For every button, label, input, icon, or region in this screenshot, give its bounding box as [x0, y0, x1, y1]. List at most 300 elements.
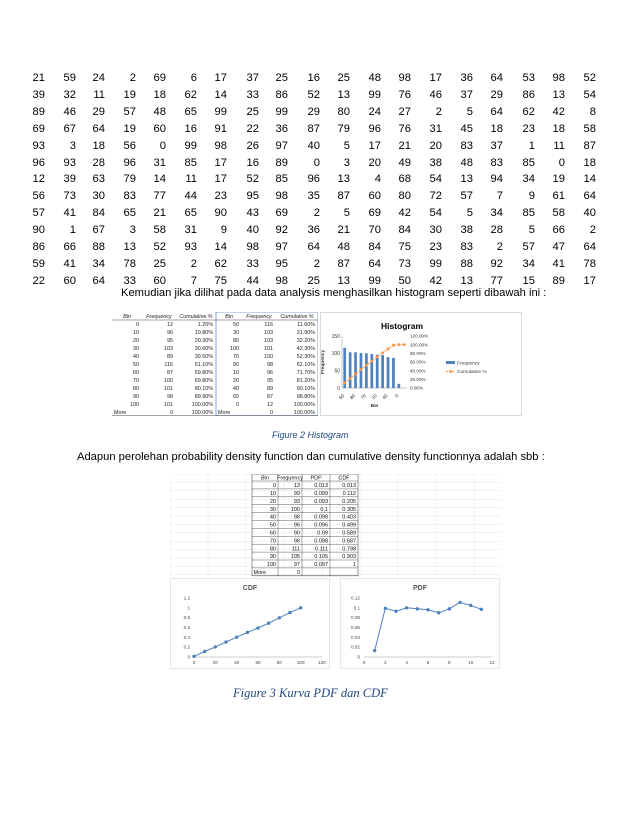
grid-cell: 96: [32, 156, 45, 169]
grid-cell: 17: [583, 274, 596, 287]
grid-cell: 2: [589, 224, 596, 237]
table-cell: 105: [290, 554, 300, 561]
grid-cell: 98: [398, 72, 411, 84]
grid-cell: 39: [63, 173, 76, 186]
grid-cell: 33: [246, 257, 259, 270]
grid-row: [0, 138, 638, 155]
table-cell: 70: [269, 538, 276, 545]
y-tick-label: 0.08: [351, 615, 360, 621]
y-tick-label: 0: [357, 654, 360, 660]
grid-row: [0, 188, 638, 205]
grid-cell: 18: [153, 88, 166, 101]
grid-cell: 41: [63, 207, 76, 220]
series-point: [278, 616, 281, 619]
table-cell: 90: [269, 554, 276, 561]
grid-cell: 43: [246, 207, 259, 220]
table-cell: 60: [269, 530, 276, 537]
grid-cell: 25: [337, 72, 350, 84]
grid-cell: 57: [32, 207, 45, 220]
grid-cell: 69: [275, 207, 288, 220]
grid-cell: 57: [522, 241, 535, 253]
grid-cell: 58: [583, 122, 596, 135]
grid-cell: 48: [460, 156, 473, 169]
grid-cell: 25: [307, 274, 320, 287]
grid-cell: 50: [398, 274, 411, 287]
figure-2-caption: Figure 2 Histogram: [272, 430, 349, 440]
grid-cell: 3: [69, 139, 76, 152]
cumulative-point: [360, 368, 363, 371]
grid-cell: 92: [490, 257, 503, 270]
table-cell: 0.098: [314, 514, 328, 521]
grid-row: [0, 104, 638, 121]
y-tick-label: 0.04: [351, 634, 360, 640]
table-cell: 101: [264, 346, 273, 352]
grid-cell: 48: [368, 72, 381, 84]
grid-cell: 2: [129, 72, 136, 84]
table-cell: 89.90%: [194, 394, 213, 400]
grid-cell: 19: [123, 88, 136, 101]
grid-cell: 3: [129, 224, 136, 237]
grid-cell: 96: [307, 173, 320, 186]
series-point: [426, 608, 429, 611]
table-cell: 30: [233, 330, 239, 336]
y-tick-label: 0.4: [183, 634, 190, 640]
table-cell: More: [218, 410, 231, 416]
grid-cell: 25: [246, 105, 259, 118]
grid-cell: 31: [184, 224, 197, 237]
table-cell: 12: [167, 322, 173, 328]
grid-cell: 27: [398, 105, 411, 118]
table-cell: 103: [264, 330, 273, 336]
grid-cell: 46: [63, 105, 76, 118]
table-cell: 96: [293, 522, 300, 529]
grid-cell: 73: [398, 257, 411, 270]
table-cell: 0.098: [314, 538, 328, 545]
grid-cell: 16: [184, 122, 197, 135]
grid-cell: 59: [63, 72, 76, 84]
grid-cell: 25: [153, 257, 166, 270]
grid-cell: 1: [528, 139, 535, 152]
x-tick-label: 100: [296, 660, 305, 665]
grid-cell: 60: [368, 190, 381, 203]
y2-tick-label: 40.00%: [410, 368, 426, 374]
grid-cell: 79: [337, 122, 350, 135]
x-tick-label: 2: [384, 660, 387, 665]
grid-cell: 15: [522, 274, 535, 287]
table-cell: 100: [164, 378, 173, 384]
table-header: Frequency: [146, 314, 172, 321]
x-tick-label: 0: [362, 660, 366, 665]
x-tick-label: 50: [338, 393, 347, 402]
figure-histogram: [112, 312, 522, 416]
grid-cell: 98: [275, 190, 288, 203]
series-point: [214, 645, 217, 648]
grid-cell: 47: [552, 241, 565, 253]
grid-cell: 52: [583, 72, 596, 84]
y2-tick-label: 20.00%: [410, 376, 426, 382]
grid-cell: 42: [429, 274, 442, 287]
table-cell: 0: [272, 483, 276, 490]
table-cell: 100.00%: [293, 410, 315, 416]
y-tick-label: 1.2: [183, 595, 190, 601]
table-cell: 20.30%: [194, 338, 213, 344]
chart-title: CDF: [242, 585, 258, 592]
grid-cell: 4: [374, 173, 381, 186]
grid-cell: 94: [490, 173, 503, 186]
grid-cell: 5: [466, 207, 473, 220]
histogram-table: [112, 312, 318, 416]
table-cell: 100: [264, 354, 273, 360]
table-cell: 100: [290, 506, 300, 513]
cumulative-point: [398, 343, 401, 346]
grid-cell: 14: [153, 173, 166, 186]
table-header: CDF: [338, 475, 350, 482]
grid-cell: 84: [368, 241, 381, 253]
x-tick-label: 20: [212, 660, 218, 665]
grid-cell: 23: [522, 122, 535, 135]
grid-cell: 85: [522, 207, 535, 220]
grid-cell: 17: [214, 72, 227, 84]
grid-cell: 45: [460, 122, 473, 135]
grid-cell: 46: [429, 88, 442, 101]
table-cell: 39.50%: [194, 354, 213, 360]
grid-cell: 64: [307, 241, 320, 253]
x-tick-label: 70: [360, 393, 368, 402]
grid-cell: 58: [153, 224, 166, 237]
grid-cell: 0: [159, 139, 166, 152]
table-cell: 1.20%: [197, 322, 213, 328]
grid-cell: 99: [368, 274, 381, 287]
grid-cell: 61: [552, 190, 565, 203]
grid-cell: 35: [307, 190, 320, 203]
grid-cell: 29: [92, 105, 105, 118]
table-cell: 0.205: [342, 498, 356, 505]
chart-title: PDF: [413, 585, 427, 592]
grid-cell: 99: [429, 257, 442, 270]
y2-tick-label: 60.00%: [410, 359, 426, 365]
table-cell: 0.798: [342, 546, 356, 553]
table-cell: 70: [133, 378, 139, 384]
grid-cell: 57: [460, 190, 473, 203]
grid-cell: 13: [460, 274, 473, 287]
table-cell: 0: [236, 402, 239, 408]
table-header: Bin: [261, 475, 269, 482]
cumulative-point: [392, 344, 395, 347]
table-header: Bin: [123, 314, 131, 321]
grid-cell: 33: [246, 88, 259, 101]
grid-cell: 23: [429, 241, 442, 253]
grid-cell: 18: [490, 122, 503, 135]
table-cell: 111: [291, 546, 300, 553]
grid-cell: 60: [153, 122, 166, 135]
table-cell: More: [114, 410, 127, 416]
grid-cell: 57: [123, 105, 136, 118]
grid-cell: 0: [558, 156, 565, 169]
table-cell: 70: [233, 354, 239, 360]
grid-cell: 85: [275, 173, 288, 186]
grid-row: [0, 171, 638, 188]
paragraph-histogram-intro: Kemudian jika dilihat pada data analysis menghasilkan histogram seperti dibawah ini :: [121, 287, 547, 299]
table-cell: 0.589: [342, 530, 356, 537]
cumulative-point: [376, 356, 379, 359]
table-cell: 93: [293, 498, 300, 505]
grid-cell: 44: [184, 190, 197, 203]
grid-cell: 64: [490, 72, 503, 84]
grid-cell: 48: [337, 241, 350, 253]
y-tick-label: 150: [331, 333, 340, 340]
table-cell: 21.90%: [296, 330, 315, 336]
grid-cell: 9: [528, 190, 535, 203]
histogram-bar: [392, 358, 395, 388]
histogram-bar: [376, 355, 379, 388]
cumulative-point: [365, 364, 368, 367]
grid-cell: 58: [552, 207, 565, 220]
grid-cell: 60: [63, 274, 76, 287]
grid-cell: 7: [190, 274, 197, 287]
y-tick-label: 50: [334, 368, 340, 375]
series-point: [469, 604, 472, 607]
grid-cell: 65: [123, 207, 136, 220]
grid-cell: 26: [246, 139, 259, 152]
grid-cell: 59: [32, 257, 45, 270]
y-axis-label: Frequency: [321, 349, 326, 375]
table-cell: 42.30%: [296, 346, 315, 352]
table-cell: 100.00%: [191, 402, 213, 408]
cumulative-point: [403, 343, 406, 346]
histogram-bar: [354, 352, 357, 388]
table-cell: 101: [164, 386, 173, 392]
table-cell: 0.013: [314, 483, 328, 490]
grid-cell: 5: [528, 224, 535, 237]
grid-cell: 64: [92, 274, 105, 287]
grid-cell: 95: [246, 190, 259, 203]
grid-cell: 99: [368, 88, 381, 101]
series-point: [405, 606, 408, 609]
series-point: [203, 650, 206, 653]
grid-cell: 98: [552, 72, 565, 84]
table-cell: 50: [269, 522, 276, 529]
table-cell: 30: [133, 346, 139, 352]
table-cell: 98: [167, 394, 173, 400]
grid-cell: 2: [190, 257, 197, 270]
table-cell: 11.60%: [297, 322, 315, 328]
grid-cell: 69: [32, 122, 45, 135]
grid-cell: 64: [368, 257, 381, 270]
grid-cell: 42: [552, 105, 565, 118]
series-point: [416, 607, 419, 610]
grid-cell: 3: [343, 156, 350, 169]
figure-pdf-cdf: [170, 474, 500, 669]
table-cell: 69.80%: [194, 378, 213, 384]
grid-cell: 20: [429, 139, 442, 152]
table-header: Cumulative %: [280, 314, 314, 321]
grid-cell: 6: [190, 72, 197, 84]
table-cell: 0: [296, 570, 300, 576]
grid-cell: 77: [490, 274, 503, 287]
grid-cell: 62: [522, 105, 535, 118]
grid-cell: 93: [32, 139, 45, 152]
table-header: PDF: [310, 475, 322, 482]
grid-cell: 66: [63, 241, 76, 253]
table-cell: 20: [269, 498, 276, 505]
grid-row: [0, 222, 638, 239]
table-cell: 0.096: [314, 522, 328, 529]
grid-cell: 97: [275, 241, 288, 253]
grid-cell: 39: [32, 88, 45, 101]
table-cell: 51.10%: [194, 362, 213, 368]
grid-cell: 22: [246, 122, 259, 135]
legend-marker-cumulative: [449, 370, 452, 373]
grid-cell: 13: [337, 173, 350, 186]
table-cell: 90: [133, 394, 139, 400]
table-cell: 101: [164, 402, 173, 408]
table-cell: More: [253, 570, 267, 576]
table-cell: 10: [133, 330, 139, 336]
table-cell: 103: [264, 338, 273, 344]
grid-cell: 67: [63, 122, 76, 135]
series-point: [224, 640, 227, 643]
table-cell: 40: [133, 354, 139, 360]
table-cell: 116: [164, 362, 173, 368]
table-cell: 87: [267, 394, 273, 400]
table-cell: 0.097: [314, 562, 328, 569]
series-point: [267, 622, 270, 625]
grid-cell: 36: [307, 224, 320, 237]
y-tick-label: 0.1: [353, 605, 360, 611]
grid-cell: 96: [123, 156, 136, 169]
table-cell: 30.60%: [194, 346, 213, 352]
grid-cell: 21: [32, 72, 45, 84]
table-cell: 13: [293, 483, 300, 490]
grid-cell: 86: [32, 241, 45, 253]
series-point: [192, 655, 195, 658]
grid-cell: 18: [552, 122, 565, 135]
table-cell: 96: [167, 330, 173, 336]
grid-cell: 99: [184, 139, 197, 152]
y2-tick-label: 100.00%: [410, 342, 429, 348]
grid-cell: 14: [583, 173, 596, 186]
table-cell: 0: [136, 322, 139, 328]
grid-cell: 64: [583, 241, 596, 253]
table-cell: 98.80%: [296, 394, 315, 400]
table-cell: 100: [130, 402, 139, 408]
histogram-bar: [365, 353, 368, 388]
grid-cell: 98: [275, 274, 288, 287]
series-point: [256, 626, 259, 629]
grid-cell: 77: [153, 190, 166, 203]
grid-cell: 54: [429, 207, 442, 220]
grid-cell: 13: [337, 88, 350, 101]
series-point: [235, 635, 238, 638]
series-point: [448, 607, 451, 610]
grid-cell: 23: [214, 190, 227, 203]
table-cell: 99: [293, 491, 300, 497]
grid-cell: 31: [429, 122, 442, 135]
grid-cell: 86: [275, 88, 288, 101]
grid-cell: 75: [214, 274, 227, 287]
y-tick-label: 0.6: [183, 625, 190, 630]
grid-cell: 5: [343, 207, 350, 220]
grid-cell: 48: [153, 105, 166, 118]
table-cell: 100: [266, 562, 276, 569]
legend-swatch-frequency: [446, 361, 455, 364]
grid-cell: 17: [214, 156, 227, 169]
grid-cell: 17: [214, 173, 227, 186]
series-point: [373, 649, 376, 652]
x-tick-label: 12: [489, 660, 495, 665]
grid-row: [0, 70, 638, 87]
table-cell: 100.00%: [191, 410, 213, 416]
grid-cell: 14: [214, 88, 227, 101]
grid-cell: 93: [184, 241, 197, 253]
grid-cell: 85: [184, 156, 197, 169]
x-tick-label: 40: [234, 660, 240, 665]
series-point: [288, 611, 291, 614]
grid-cell: 41: [63, 257, 76, 270]
table-cell: 12: [267, 402, 273, 408]
grid-cell: 11: [185, 173, 197, 186]
grid-cell: 52: [246, 173, 259, 186]
grid-cell: 30: [429, 224, 442, 237]
table-cell: 10: [233, 370, 239, 376]
table-cell: 89: [267, 386, 273, 392]
grid-cell: 37: [490, 139, 503, 152]
grid-cell: 40: [583, 207, 596, 220]
grid-cell: 21: [153, 207, 166, 220]
grid-cell: 52: [153, 241, 166, 253]
grid-cell: 32: [63, 88, 76, 101]
grid-cell: 53: [522, 72, 535, 84]
grid-cell: 69: [153, 72, 166, 84]
grid-cell: 38: [429, 156, 442, 169]
table-cell: 62.10%: [296, 362, 315, 368]
series-point: [437, 611, 440, 614]
table-background: [112, 312, 318, 416]
grid-cell: 41: [552, 257, 565, 270]
cdf-chart: [171, 579, 330, 669]
grid-cell: 90: [214, 207, 227, 220]
grid-cell: 93: [63, 156, 76, 169]
grid-row: [0, 87, 638, 104]
table-cell: 71.70%: [296, 370, 315, 376]
cumulative-point: [381, 352, 384, 355]
x-tick-label: 10: [371, 393, 379, 402]
grid-cell: 87: [583, 139, 596, 152]
figure-3-caption: Figure 3 Kurva PDF dan CDF: [233, 686, 388, 700]
x-tick-label: 80: [276, 660, 282, 665]
grid-cell: 72: [429, 190, 442, 203]
table-cell: 96: [267, 370, 273, 376]
y-tick-label: 100: [331, 351, 340, 358]
table-cell: 10.80%: [194, 330, 213, 336]
histogram-bar: [370, 354, 373, 388]
histogram-bar: [349, 352, 352, 388]
grid-cell: 2: [313, 257, 320, 270]
series-point: [299, 606, 302, 609]
grid-cell: 90: [32, 224, 45, 237]
table-cell: 0: [270, 410, 273, 416]
grid-cell: 9: [220, 224, 227, 237]
table-cell: 40: [269, 514, 276, 521]
grid-cell: 56: [32, 190, 45, 203]
y-tick-label: 0.02: [351, 644, 360, 650]
grid-cell: 99: [214, 105, 227, 118]
table-cell: 80: [133, 386, 139, 392]
grid-cell: 25: [275, 72, 288, 84]
grid-cell: 36: [275, 122, 288, 135]
cumulative-point: [354, 373, 357, 376]
y-tick-label: 0.12: [351, 595, 360, 601]
